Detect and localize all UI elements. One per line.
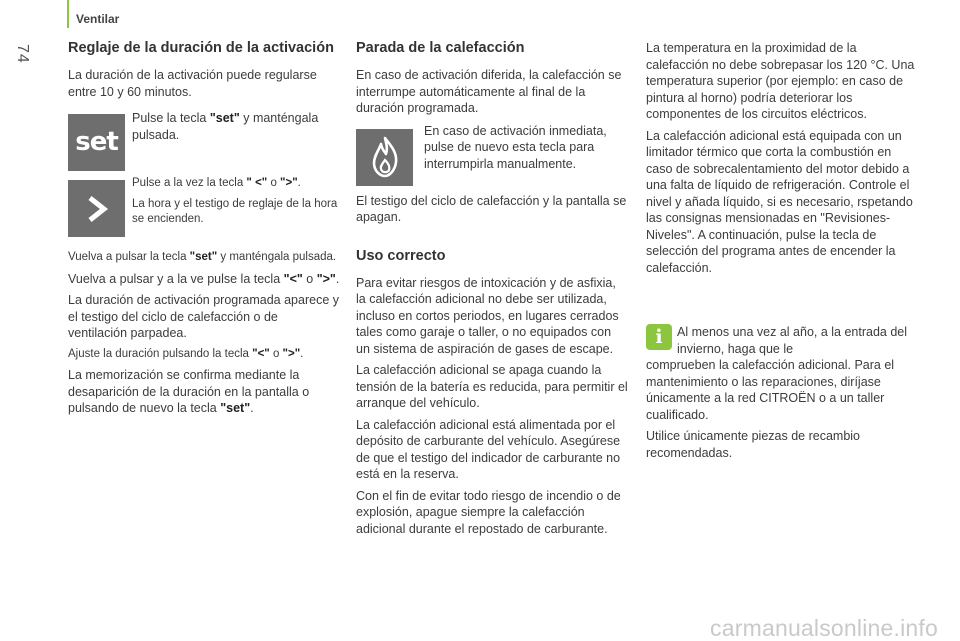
para-fuel-tank: La calefacción adicional está alimentada por el depósito de carburante del vehículo. Asegúrese de que el testigo del indicador de carburante no está en la reserva. bbox=[356, 417, 621, 481]
para-intoxication: Para evitar riesgos de intoxicación y de asfixia, la calefacción adicional no debe ser utilizada, incluso en cortos periodos, en lugares cerrados tales como garaje o taller, o no equipados con un sistema de aspiración de gases de escape. bbox=[356, 275, 619, 356]
flame-key-instruction bbox=[356, 123, 628, 185]
arrow-key-text: Pulse a la vez la tecla " <" o ">". La hora y el testigo de reglaje de la hora se encienden. bbox=[132, 177, 338, 225]
para-battery: La calefacción adicional se apaga cuando la tensión de la batería es reducida, para permitir el arranque del vehículo. bbox=[356, 363, 628, 410]
info-spare-parts: Utilice únicamente piezas de recambio recomendadas. bbox=[646, 429, 860, 460]
para-temperature: La temperatura en la proximidad de la calefacción no debe sobrepasar los 120 °C. Una temperatura superior (por ejemplo: en caso de pintura al horno) podría deteriorar los componentes de los circuitos eléctricos. bbox=[646, 41, 915, 121]
duration-intro: La duración de la activación puede regularse entre 10 y 60 minutos. bbox=[68, 68, 317, 99]
para-memorization: La memorización se confirma mediante la desaparición de la duración en la pantalla o pulsando de nuevo la tecla "set". bbox=[68, 368, 310, 415]
chevron-right-icon bbox=[82, 194, 112, 224]
flame-key-icon bbox=[356, 129, 413, 186]
column-stop-and-usage bbox=[356, 40, 628, 542]
watermark: carmanualsonline.info bbox=[710, 614, 938, 641]
para-thermal-limiter: La calefacción adicional está equipada con un limitador térmico que corta la combustión en caso de sobrecalentamiento del motor debido a una falta de líquido de refrigeración. Controle el nivel y añada líquido, si es necesario, rspetando las consignas mensionadas en "Revisiones-Niveles". A continuación, pulse la tecla de selección del programa antes de encender la calefacción. bbox=[646, 128, 913, 275]
flame-key-text: En caso de activación inmediata, pulse de nuevo esta tecla para interrumpirla manualmente. bbox=[424, 123, 607, 171]
para-press-arrows: Vuelva a pulsar y a la ve pulse la tecla "<" o ">". bbox=[68, 271, 340, 286]
page-number: 74 bbox=[14, 44, 31, 64]
heading-correct-use: Uso correcto bbox=[356, 247, 446, 264]
para-indicator-off: El testigo del ciclo de calefacción y la pantalla se apagan. bbox=[356, 193, 627, 224]
set-key-label: set bbox=[75, 127, 118, 158]
para-deferred-stop: En caso de activación diferida, la calefacción se interrumpe automáticamente al final de la duración programada. bbox=[356, 68, 622, 115]
info-icon: i bbox=[646, 324, 672, 350]
section-accent-bar bbox=[67, 0, 69, 28]
info-notice bbox=[646, 324, 918, 461]
para-refuel: Con el fin de evitar todo riesgo de incendio o de explosión, apague siempre la calefacción adicional durante el repostado de carburante. bbox=[356, 488, 621, 536]
info-first-line: Al menos una vez al año, a la entrada del invierno, haga que le comprueben la calefacción adicional. Para el mantenimiento o las reparaciones, diríjase únicamente a la red CITROËN o a un taller cualificado. bbox=[646, 325, 908, 422]
arrow-right-key-icon bbox=[68, 180, 125, 237]
column-temperature-limits bbox=[646, 40, 918, 466]
set-key-text: Pulse la tecla "set" y manténgala pulsada. bbox=[132, 111, 319, 142]
flame-icon bbox=[368, 136, 402, 178]
para-duration-appears: La duración de activación programada aparece y el testigo del ciclo de calefacción o de ventilación parpadea. bbox=[68, 293, 340, 340]
column-duration-settings bbox=[68, 40, 340, 422]
heading-stop-heating: Parada de la calefacción bbox=[356, 40, 525, 56]
heading-duration: Reglaje de la duración de la activación bbox=[68, 40, 334, 56]
para-press-set-again: Vuelva a pulsar la tecla "set" y manténgala pulsada. bbox=[68, 251, 337, 263]
para-adjust-duration: Ajuste la duración pulsando la tecla "<" o ">". bbox=[68, 347, 304, 360]
set-key-icon bbox=[68, 114, 125, 171]
arrow-key-instruction bbox=[68, 176, 340, 238]
section-title: Ventilar bbox=[76, 12, 120, 26]
set-key-instruction bbox=[68, 110, 340, 172]
